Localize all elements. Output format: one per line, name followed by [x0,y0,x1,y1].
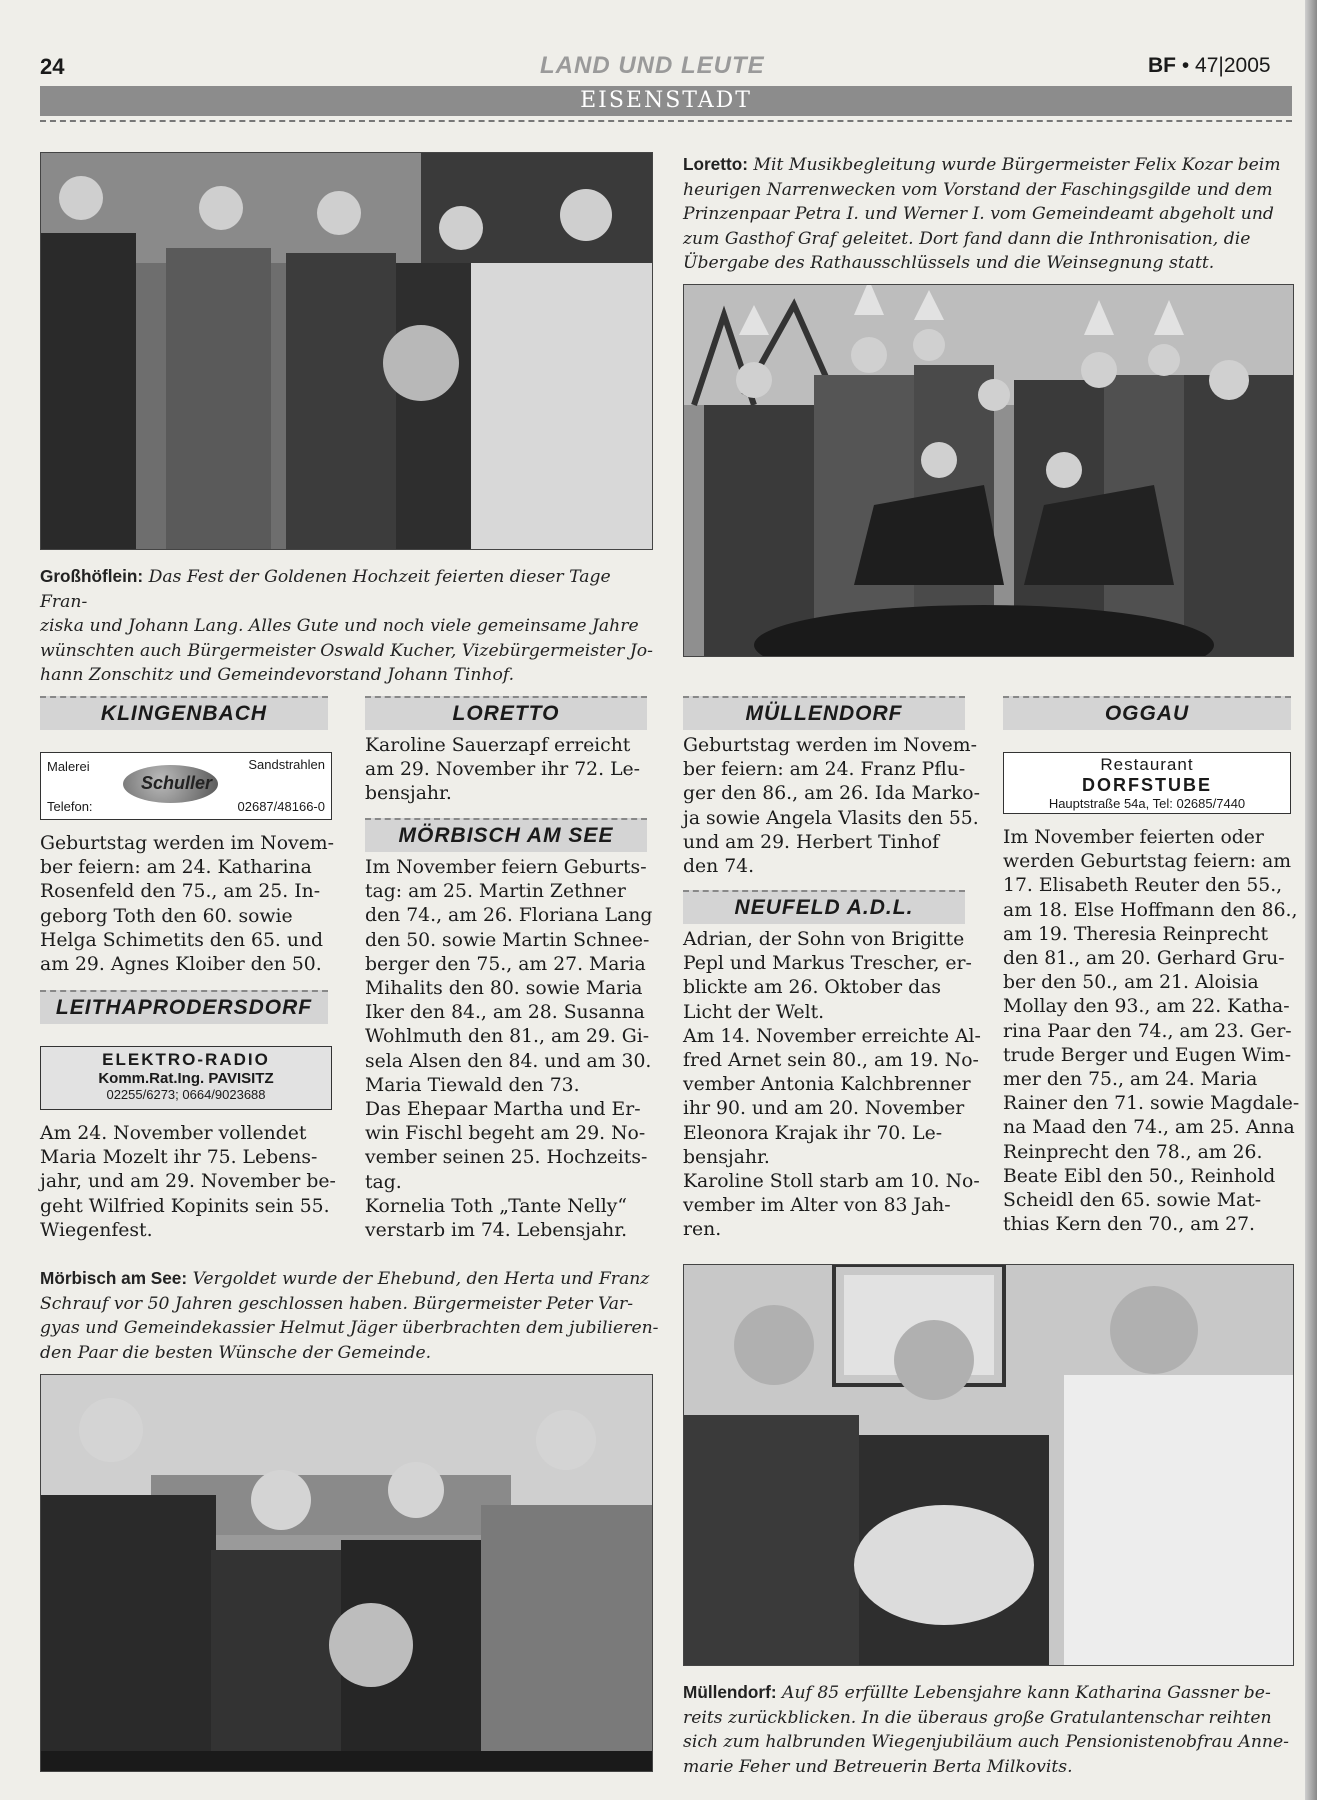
ad-text: 02687/48166-0 [237,799,325,814]
text-line: Geburtstag werden im Novem- [40,833,334,854]
text-line: win Fischl begeht am 29. No- [365,1123,646,1145]
section-title: LAND UND LEUTE [540,52,765,79]
article-muellendorf [683,734,983,879]
text-line: verstarb im 74. Lebensjahr. [365,1220,628,1242]
text-line: blickte am 26. Oktober das [683,977,941,999]
caption-line: hann Zonschitz und Gemeindevorstand Johann Tinhof. [40,665,515,685]
text-line: Am 14. November erreichte Al- [683,1025,981,1047]
ad-text: Komm.Rat.Ing. PAVISITZ [98,1070,274,1087]
text-line: Adrian, der Sohn von Brigitte [683,929,965,950]
ad-schuller [40,752,332,820]
text-line: vember im Alter von 83 Jah- [683,1195,951,1217]
text-line: bensjahr. [683,1146,770,1168]
text-line: ren. [683,1219,722,1241]
issue-number: • 47|2005 [1181,54,1271,77]
caption-moerbisch [40,1266,660,1365]
text-line: Karoline Sauerzapf erreicht [365,735,631,756]
caption-place: Loretto: [683,154,748,174]
text-line: bensjahr. [365,783,452,805]
text-line: und am 29. Herbert Tinhof [683,831,940,853]
ad-text: Malerei [47,759,90,774]
column-head-neufeld [683,890,965,924]
column-title: MÖRBISCH AM SEE [398,824,614,847]
text-line: ger den 86., am 26. Ida Marko- [683,783,980,805]
text-line: mer den 75., am 24. Maria [1003,1069,1258,1091]
text-line: Geburtstag werden im Novem- [683,735,977,756]
ad-text: 02255/6273; 0664/9023688 [106,1087,266,1102]
text-line: tag: am 25. Martin Zethner [365,881,626,903]
header-rule [40,120,1292,122]
caption-line: Vergoldet wurde der Ehebund, den Herta und Franz [192,1269,650,1289]
column-title: LORETTO [452,702,560,725]
text-line: berger den 75., am 27. Maria [365,953,646,975]
text-line: Mihalits den 80. sowie Maria [365,978,643,1000]
caption-place: Mörbisch am See: [40,1268,188,1288]
text-line: Licht der Welt. [683,1001,825,1023]
region-band [40,86,1292,116]
ad-text: Hauptstraße 54a, Tel: 02685/7440 [1048,796,1246,811]
text-line: Pepl und Markus Trescher, er- [683,953,972,975]
ad-text: Telefon: [47,799,93,814]
caption-grosshoeflein [40,564,660,688]
text-line: fred Arnet sein 80., am 19. No- [683,1050,979,1072]
text-line: Maria Tiewald den 73. [365,1074,580,1096]
text-line: am 29. Agnes Kloiber den 50. [40,954,322,976]
caption-line: reits zurückblicken. In die überaus große Gratulantenschar reihten [683,1707,1272,1728]
column-head-oggau [1003,696,1291,730]
ad-text: Restaurant [1100,755,1194,774]
text-line: Scheidl den 65. sowie Mat- [1003,1190,1262,1212]
text-line: ja sowie Angela Vlasits den 55. [683,807,979,829]
caption-line: sich zum halbrunden Wiegenjubiläum auch Pensionistenobfrau Anne- [683,1732,1289,1752]
text-line: Eleonora Krajak ihr 70. Le- [683,1122,943,1144]
text-line: Rainer den 71. sowie Magdale- [1003,1093,1300,1115]
ad-text: DORFSTUBE [1082,775,1212,795]
text-line: tag. [365,1171,402,1193]
text-line: Wiegenfest. [40,1219,153,1241]
text-line: Iker den 84., am 28. Susanna [365,1002,645,1024]
ad-text: Sandstrahlen [248,757,325,772]
column-title: OGGAU [1104,702,1190,725]
caption-line: Übergabe des Rathausschlüssels und die Weinsegnung statt. [683,253,1215,273]
text-line: Im November feiern Geburts- [365,857,647,878]
photo-grosshoeflein [40,152,653,550]
caption-loretto [683,152,1295,276]
text-line: werden Geburtstag feiern: am [1003,851,1292,873]
text-line: Im November feierten oder [1003,827,1264,848]
ad-dorfstube [1003,752,1291,814]
caption-line: Auf 85 erfüllte Lebensjahre kann Katharina Gassner be- [782,1683,1271,1703]
text-line: na Maad den 74., am 25. Anna [1003,1117,1295,1139]
text-line: den 74., am 26. Floriana Lang [365,905,653,927]
article-klingenbach [40,832,340,977]
text-line: rina Paar den 74., am 23. Ger- [1003,1020,1292,1042]
text-line: Reinprecht den 78., am 26. [1003,1141,1263,1163]
column-title: NEUFELD A.D.L. [734,896,914,919]
text-line: trude Berger und Eugen Wim- [1003,1044,1292,1066]
caption-place: Großhöflein: [40,566,144,586]
column-head-leithaprodersdorf [40,990,328,1024]
column-head-moerbisch [365,818,647,852]
caption-line: wünschten auch Bürgermeister Oswald Kucher, Vizebürgermeister Jo- [40,640,653,661]
photo-moerbisch [40,1374,653,1772]
text-line: vember Antonia Kalchbrenner [683,1074,971,1096]
column-head-klingenbach [40,696,328,730]
caption-line: Schrauf vor 50 Jahren geschlossen haben. Bürgermeister Peter Var- [40,1293,634,1314]
caption-line: gyas und Gemeindekassier Helmut Jäger überbrachten dem jubilieren- [40,1318,659,1338]
region-title: EISENSTADT [580,88,752,113]
article-oggau [1003,826,1303,1237]
column-head-muellendorf [683,696,965,730]
text-line: Am 24. November vollendet [40,1123,307,1144]
article-moerbisch [365,856,665,1243]
caption-muellendorf [683,1680,1303,1779]
page-edge [1305,0,1317,1800]
text-line: Rosenfeld den 75., am 25. In- [40,881,321,903]
text-line: am 18. Else Hoffmann den 86., [1003,899,1298,921]
text-line: 17. Elisabeth Reuter den 55., [1003,875,1283,897]
text-line: Wohlmuth den 81., am 29. Gi- [365,1026,650,1048]
text-line: geborg Toth den 60. sowie [40,905,293,927]
text-line: am 19. Theresia Reinprecht [1003,923,1269,945]
text-line: den 74. [683,856,755,878]
caption-line: den Paar die besten Wünsche der Gemeinde. [40,1342,432,1363]
text-line: Beate Eibl den 50., Reinhold [1003,1165,1276,1187]
text-line: vember seinen 25. Hochzeits- [365,1147,648,1169]
text-line: Maria Mozelt ihr 75. Lebens- [40,1147,318,1169]
ad-text: ELEKTRO-RADIO [102,1050,270,1069]
column-title: MÜLLENDORF [745,702,903,725]
text-line: ber feiern: am 24. Katharina [40,857,312,879]
text-line: Karoline Stoll starb am 10. No- [683,1171,980,1193]
caption-line: Mit Musikbegleitung wurde Bürgermeister Felix Kozar beim [753,155,1281,175]
text-line: am 29. November ihr 72. Le- [365,759,640,781]
text-line: Helga Schimetits den 65. und [40,929,324,951]
ad-logo-text: Schuller [141,773,213,793]
column-title: KLINGENBACH [100,702,268,725]
column-title: LEITHAPRODERSDORF [55,996,313,1019]
caption-line: zum Gasthof Graf geleitet. Dort fand dann die Inthronisation, die [683,228,1251,249]
caption-line: ziska und Johann Lang. Alles Gute und noch viele gemeinsame Jahre [40,616,639,636]
ad-elektro-radio [40,1046,332,1110]
text-line: Mollay den 93., am 22. Katha- [1003,996,1290,1018]
photo-muellendorf [683,1264,1294,1666]
text-line: ber feiern: am 24. Franz Pflu- [683,759,966,781]
article-neufeld [683,928,983,1243]
article-loretto [365,734,665,807]
text-line: geht Wilfried Kopinits sein 55. [40,1195,330,1217]
caption-line: Prinzenpaar Petra I. und Werner I. vom Gemeindeamt abgeholt und [683,204,1274,224]
caption-place: Müllendorf: [683,1682,777,1702]
text-line: den 81., am 20. Gerhard Gru- [1003,948,1285,970]
text-line: Kornelia Toth „Tante Nelly“ [365,1195,628,1217]
column-head-loretto [365,696,647,730]
photo-loretto [683,284,1294,657]
article-leithaprodersdorf [40,1122,340,1243]
issue-info [1148,54,1271,78]
page-number: 24 [40,54,65,79]
caption-line: heurigen Narrenwecken vom Vorstand der Faschingsgilde und dem [683,179,1273,200]
caption-line: Das Fest der Goldenen Hochzeit feierten dieser Tage Fran- [40,567,611,612]
text-line: den 50. sowie Martin Schnee- [365,929,650,951]
text-line: ber den 50., am 21. Aloisia [1003,972,1259,994]
publication-name: BF [1148,54,1176,77]
text-line: sela Alsen den 84. und am 30. [365,1050,652,1072]
caption-line: marie Feher und Betreuerin Berta Milkovits. [683,1756,1073,1777]
text-line: ihr 90. und am 20. November [683,1098,965,1120]
text-line: jahr, und am 29. November be- [40,1171,336,1193]
text-line: thias Kern den 70., am 27. [1003,1214,1255,1236]
text-line: Das Ehepaar Martha und Er- [365,1099,641,1121]
